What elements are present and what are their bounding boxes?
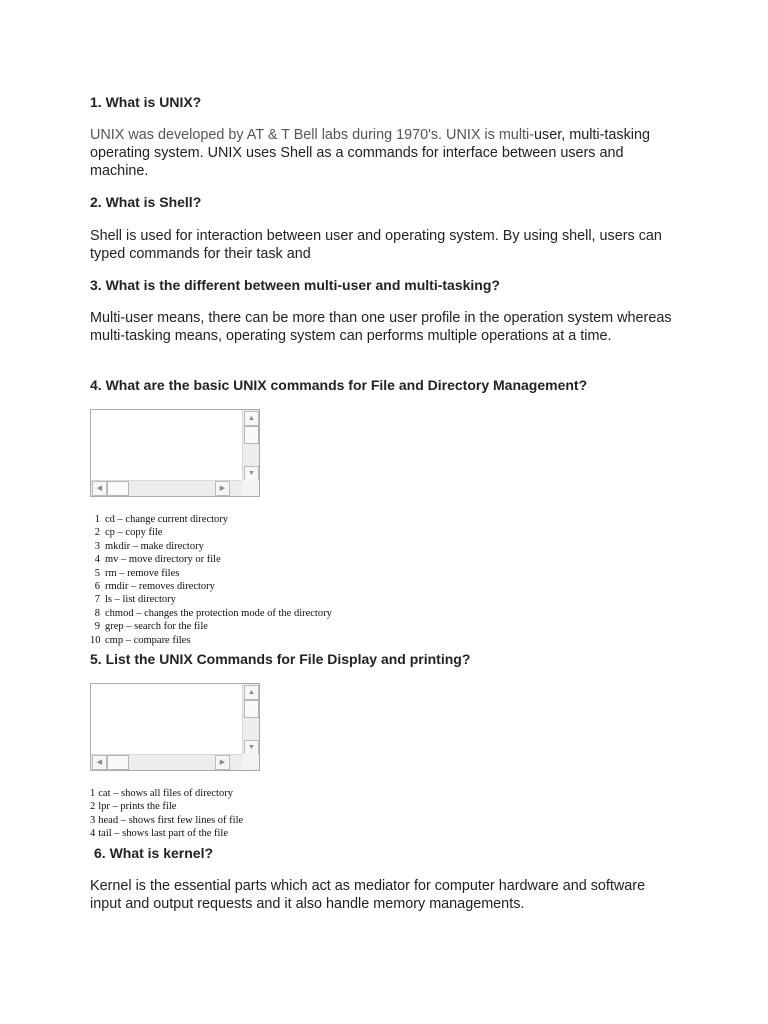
question-6-heading: 6. What is kernel? xyxy=(94,845,214,861)
answer-1-lead: UNIX was developed by AT & T Bell labs during 1970's. UNIX is multi- xyxy=(90,127,535,143)
scroll-left-icon[interactable]: ◀ xyxy=(92,755,107,770)
list-item: 1 cat – shows all files of directory xyxy=(90,788,233,799)
answer-1-rest: user, multi-tasking operating system. UNIX uses Shell as a commands for interface between users and machine. xyxy=(90,127,650,179)
question-1-heading: 1. What is UNIX? xyxy=(90,94,202,110)
file-directory-commands-list xyxy=(90,513,332,647)
list-item: 1 cd – change current directory xyxy=(94,514,229,525)
list-item: 9 grep – search for the file xyxy=(94,621,208,633)
code-box-2[interactable] xyxy=(90,683,260,771)
list-item: 4 mv – move directory or file xyxy=(94,554,221,566)
code-box-1[interactable] xyxy=(90,409,260,497)
list-item: 2 lpr – prints the file xyxy=(90,801,177,813)
vertical-scroll-thumb[interactable] xyxy=(244,426,259,444)
list-item: 6 rmdir – removes directory xyxy=(94,581,215,593)
list-item: 2 cp – copy file xyxy=(94,527,163,539)
scroll-up-icon[interactable]: ▲ xyxy=(244,411,259,426)
answer-2: Shell is used for interaction between user and operating system. By using shell, users can typed commands for their task and xyxy=(90,228,662,262)
scroll-down-icon[interactable]: ▼ xyxy=(244,466,259,481)
horizontal-scrollbar[interactable] xyxy=(91,480,244,496)
answer-1 xyxy=(90,126,680,180)
scroll-right-icon[interactable]: ▶ xyxy=(215,755,230,770)
scroll-down-icon[interactable]: ▼ xyxy=(244,740,259,755)
scroll-up-icon[interactable]: ▲ xyxy=(244,685,259,700)
vertical-scrollbar[interactable] xyxy=(242,684,259,756)
list-item: 7 ls – list directory xyxy=(94,594,176,606)
question-4-heading: 4. What are the basic UNIX commands for File and Directory Management? xyxy=(90,377,588,393)
horizontal-scroll-thumb[interactable] xyxy=(107,481,129,496)
list-item: 4 tail – shows last part of the file xyxy=(90,828,229,840)
horizontal-scrollbar[interactable] xyxy=(91,754,244,770)
answer-6: Kernel is the essential parts which act as mediator for computer hardware and software input and output requests and it also handle memory managements. xyxy=(90,878,646,912)
scroll-right-icon[interactable]: ▶ xyxy=(215,481,230,496)
question-5-heading: 5. List the UNIX Commands for File Display and printing? xyxy=(90,651,471,667)
vertical-scrollbar[interactable] xyxy=(242,410,259,482)
list-item: 8 chmod – changes the protection mode of the directory xyxy=(94,607,332,619)
answer-3: Multi-user means, there can be more than one user profile in the operation system whereas multi-tasking means, operating system can performs multiple operations at a time. xyxy=(90,310,672,344)
question-3-heading: 3. What is the different between multi-user and multi-tasking? xyxy=(90,277,500,293)
vertical-scroll-thumb[interactable] xyxy=(244,700,259,718)
question-2-heading: 2. What is Shell? xyxy=(90,194,202,210)
scrollbar-corner xyxy=(242,480,259,496)
scrollbar-corner xyxy=(242,754,259,770)
horizontal-scroll-thumb[interactable] xyxy=(107,755,129,770)
list-item: 3 head – shows first few lines of file xyxy=(90,814,244,826)
scroll-left-icon[interactable]: ◀ xyxy=(92,481,107,496)
file-display-commands-list xyxy=(90,787,243,841)
list-item: 5 rm – remove files xyxy=(94,567,180,579)
list-item: 3 mkdir – make directory xyxy=(94,540,204,552)
list-item: 10 cmp – compare files xyxy=(90,634,191,646)
